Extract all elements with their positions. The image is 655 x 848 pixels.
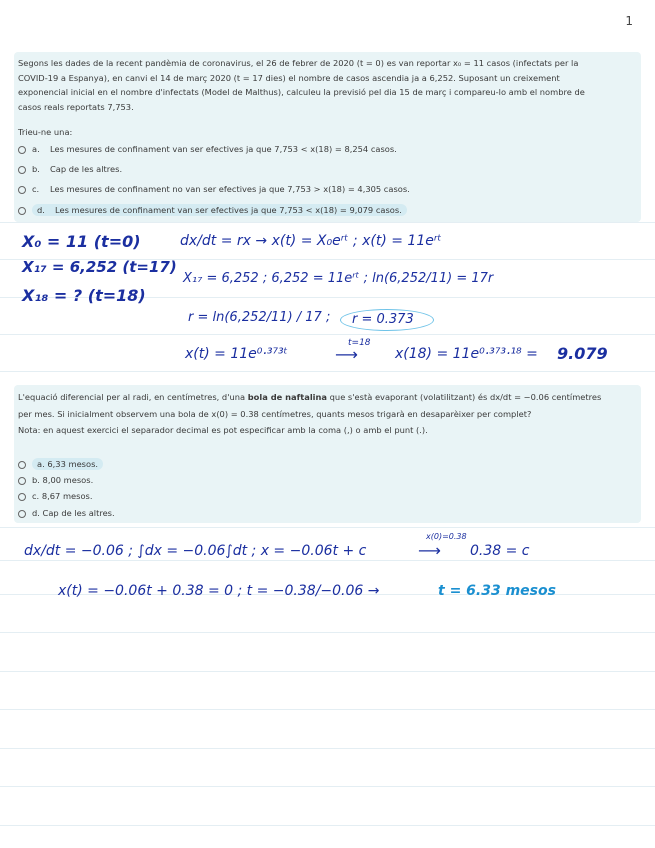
q2-line-3: Nota: en aquest exercici el separador decimal es pot especificar amb la coma (,) o amb el punt (.).: [18, 425, 428, 435]
q1-line-2: COVID-19 a Espanya), en canvi el 14 de març 2020 (t = 17 dies) el nombre de casos ascendia ja a 6,252. Suposant un creixement: [18, 72, 560, 83]
handwritten-r-value: r = 0.373: [352, 312, 414, 327]
q1-line-3: exponencial inicial en el nombre d'infectats (Model de Malthus), calculeu la previsió pel dia 15 de març i compareu-lo amb el nombre de: [18, 87, 585, 97]
handwritten-q2-line-1: dx/dt = −0.06 ; ∫dx = −0.06∫dt ; x = −0.06t + c: [24, 543, 367, 559]
radio-button[interactable]: [18, 207, 26, 215]
q2-option-d[interactable]: d. Cap de les altres.: [18, 506, 115, 520]
arrow-icon: ⟶: [335, 345, 358, 364]
handwritten-x0: X₀ = 11 (t=0): [22, 232, 141, 251]
handwritten-arrow-label: t=18: [348, 338, 371, 348]
handwritten-x18-result: x(18) = 11e⁰·³⁷³·¹⁸ =: [395, 346, 538, 362]
handwritten-q2-line-2: x(t) = −0.06t + 0.38 = 0 ; t = −0.38/−0.06 →: [58, 583, 380, 599]
q2-line-1b: bola de naftalina: [247, 392, 328, 402]
radio-button[interactable]: [18, 510, 26, 518]
q1-prompt: Trieu-ne una:: [18, 127, 73, 137]
handwritten-x18-value: 9.079: [557, 344, 608, 363]
handwritten-q2-arrow-label: x(0)=0.38: [426, 532, 467, 541]
page-number: 1: [625, 14, 633, 28]
q1-option-b[interactable]: b. Cap de les altres.: [18, 162, 122, 176]
handwritten-r-expression: r = ln(6,252/11) / 17 ;: [188, 310, 331, 325]
radio-button[interactable]: [18, 461, 26, 469]
radio-button[interactable]: [18, 477, 26, 485]
handwritten-q2-line-1-end: 0.38 = c: [470, 543, 530, 559]
radio-button[interactable]: [18, 166, 26, 174]
q2-line-1a: L'equació diferencial per al radi, en centímetres, d'una: [18, 392, 248, 402]
radio-button[interactable]: [18, 493, 26, 501]
handwritten-q2-answer: t = 6.33 mesos: [438, 583, 556, 599]
q1-option-d[interactable]: d. Les mesures de confinament van ser efectives ja que 7,753 < x(18) = 9,079 casos.: [18, 203, 407, 217]
handwritten-ode: dx/dt = rx → x(t) = X₀eʳᵗ ; x(t) = 11eʳᵗ: [180, 233, 442, 249]
q1-option-a[interactable]: a. Les mesures de confinament van ser efectives ja que 7,753 < x(18) = 8,254 casos.: [18, 142, 397, 156]
radio-button[interactable]: [18, 146, 26, 154]
q2-option-b[interactable]: b. 8,00 mesos.: [18, 473, 93, 487]
handwritten-xt: x(t) = 11e⁰·³⁷³ᵗ: [185, 346, 288, 362]
handwritten-x18: X₁₈ = ? (t=18): [22, 286, 146, 305]
q2-option-a[interactable]: a. 6,33 mesos.: [18, 457, 103, 471]
question-1-text: [18, 56, 638, 114]
q1-line-1: Segons les dades de la recent pandèmia de coronavirus, el 26 de febrer de 2020 (t = 0) es van reportar x₀ = 11 casos (infectats per la: [18, 58, 579, 68]
question-2-text: [18, 390, 638, 438]
handwritten-x17: X₁₇ = 6,252 (t=17): [22, 258, 177, 276]
q1-option-c[interactable]: c. Les mesures de confinament no van ser efectives ja que 7,753 > x(18) = 4,305 casos.: [18, 182, 410, 196]
q2-line-2: per mes. Si inicialment observem una bola de x(0) = 0.38 centímetres, quants mesos trigarà en desaparèixer per complet?: [18, 408, 532, 419]
q2-option-c[interactable]: c. 8,67 mesos.: [18, 489, 93, 503]
q1-line-4: casos reals reportats 7,753.: [18, 101, 134, 112]
arrow-icon: ⟶: [418, 541, 441, 560]
handwritten-substitution: X₁₇ = 6,252 ; 6,252 = 11eʳᵗ ; ln(6,252/11) = 17r: [183, 271, 494, 286]
q2-line-1c: que s'està evaporant (volatilitzant) és dx/dt = −0.06 centímetres: [327, 392, 602, 402]
radio-button[interactable]: [18, 186, 26, 194]
